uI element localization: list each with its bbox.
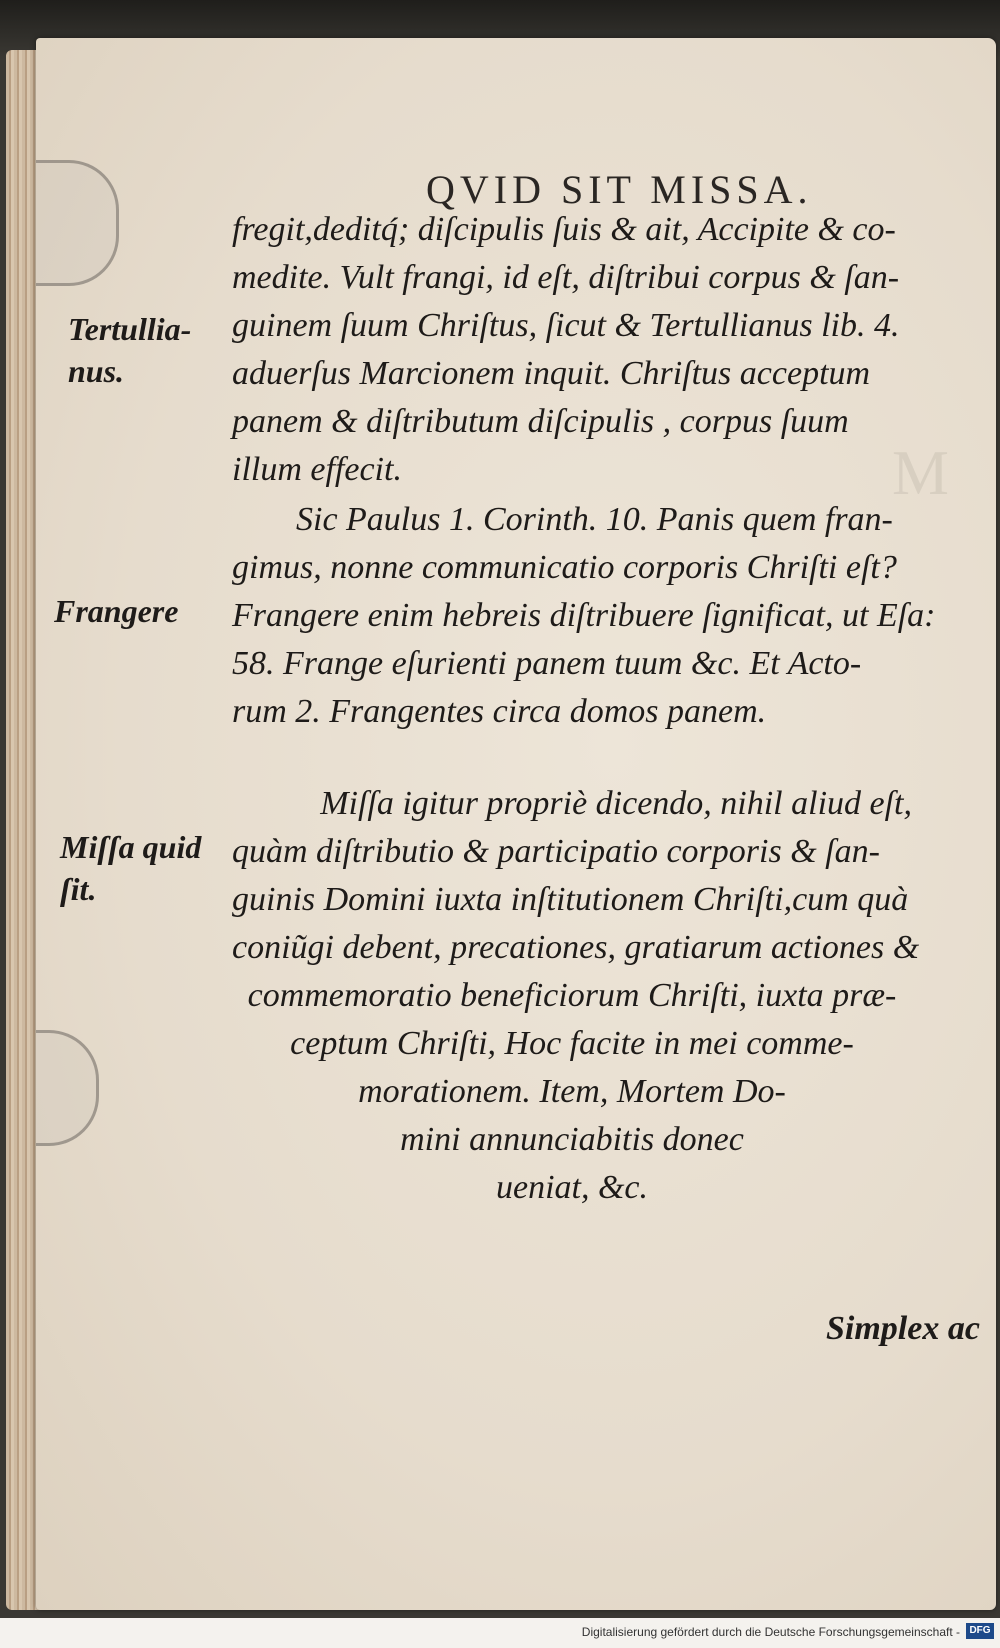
margin-note-missa-quid-sit: Miſſa quid ſit. — [60, 829, 202, 907]
paragraph-3 — [232, 780, 920, 1212]
text-line: medite. Vult frangi, id eſt, diſtribui corpus & ſan- — [232, 259, 900, 296]
text-line: rum 2. Frangentes circa domos panem. — [232, 693, 767, 730]
text-line: guinis Domini iuxta inſtitutionem Chriſti,cum quà — [232, 881, 909, 918]
text-line: Sic Paulus 1. Corinth. 10. Panis quem fran- — [296, 501, 893, 538]
text-line: guinem ſuum Chriſtus, ſicut & Tertullianus lib. 4. — [232, 307, 900, 344]
text-line: ueniat, &c. — [495, 1169, 649, 1206]
catchword: Simplex ac — [826, 1310, 980, 1347]
text-line: morationem. Item, Mortem Do- — [358, 1073, 786, 1110]
text-line: panem & diſtributum diſcipulis , corpus ſuum — [232, 403, 849, 440]
text-line: illum effecit. — [232, 451, 402, 488]
text-line: commemoratio beneficiorum Chriſti, iuxta præ- — [247, 977, 897, 1014]
text-line: mini annunciabitis donec — [400, 1121, 744, 1158]
paragraph-1 — [232, 206, 899, 494]
page-clip-bottom — [36, 1030, 99, 1146]
text-line: quàm diſtributio & participatio corporis & ſan- — [232, 833, 880, 870]
text-line: gimus, nonne communicatio corporis Chriſti eſt? — [232, 549, 897, 586]
margin-note-frangere: Frangere — [54, 593, 179, 629]
text-line: Frangere enim hebreis diſtribuere ſignificat, ut Eſa: — [232, 597, 936, 634]
text-line: coniũgi debent, precationes, gratiarum actiones & — [232, 929, 920, 966]
text-line: Miſſa igitur propriè dicendo, nihil aliud eſt, — [320, 785, 912, 822]
footer-credit: Digitalisierung gefördert durch die Deutsche Forschungsgemeinschaft - — [581, 1625, 960, 1639]
text-line: fregit,deditq́; diſcipulis ſuis & ait, Accipite & co- — [232, 211, 896, 248]
show-through-initial: M — [892, 437, 949, 508]
text-line: 58. Frange eſurienti panem tuum &c. Et Acto- — [232, 645, 862, 682]
text-line: aduerſus Marcionem inquit. Chriſtus acceptum — [232, 355, 871, 392]
margin-note-tertullianus: Tertullia- nus. — [68, 311, 192, 389]
paragraph-2 — [232, 496, 936, 736]
page-clip-top — [36, 160, 119, 286]
dfg-logo: DFG — [966, 1623, 994, 1639]
text-line: ceptum Chriſti, Hoc facite in mei comme- — [290, 1025, 854, 1062]
digitization-footer — [0, 1618, 1000, 1648]
running-head: QVID SIT MISSA. — [426, 167, 813, 212]
book-page — [36, 38, 996, 1610]
